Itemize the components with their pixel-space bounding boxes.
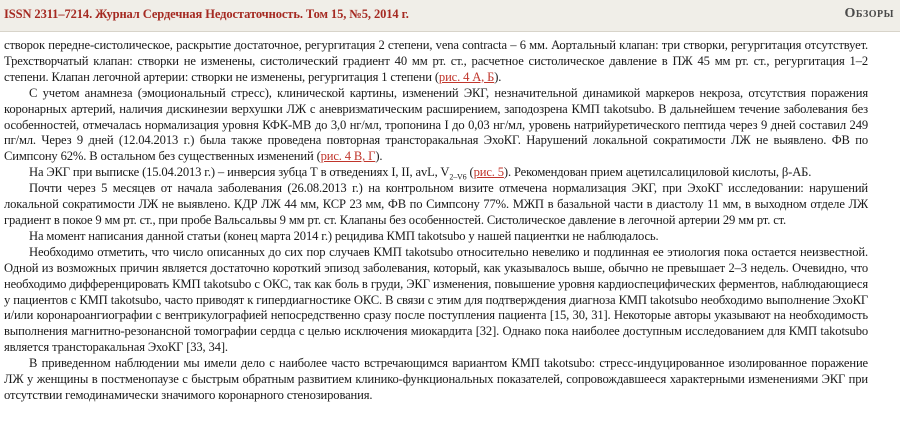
journal-citation: ISSN 2311–7214. Журнал Сердечная Недостаточность. Том 15, №5, 2014 г. [4,7,409,21]
lead-subscript: 2–V6 [449,172,467,182]
paragraph-diagnosis [4,86,868,166]
figure-5-link[interactable]: рис. 5 [473,165,504,180]
page-header [0,0,900,32]
paragraph-followup: Почти через 5 месяцев от начала заболевания (26.08.2013 г.) на контрольном визите отмечена нормализация ЭКГ, при ЭхоКГ исследовании: нарушений локальной сократимости ЛЖ не выявлено. КДР ЛЖ 44 мм, КСР 23 мм, ФВ по Симпсону 77%. МЖП в базальной части в диастолу 11 мм, в выходном отделе ЛЖ градиент в покое 9 мм рт. ст., при пробе Вальсальвы 9 мм рт. ст. Клапаны без особенностей. Систолическое давление в легочной артерии 29 мм рт. ст. [4,181,868,227]
paragraph-discharge-ecg [4,165,868,181]
paragraph-valves [4,38,868,86]
paragraph-discharge-ecg-paren: ( [466,165,474,180]
paragraph-discussion: Необходимо отметить, что число описанных до сих пор случаев КМП takotsubo относительно невелико и подлинная ее этиология пока остается неизвестной. Одной из возможных причин является достаточно короткий эпизод заболевания, который, как указывалось выше, обычно не превышает 2–3 недель. Очевидно, что необходимо дифференцировать КМП takotsubo с ОКС, так как боль в груди, ЭКГ изменения, повышение уровня кардиоспецифических ферментов, наблюдающиеся у пациентов с КМП takotsubo, часто приводят к гипердиагностике ОКС. В связи с этим для подтверждения диагноза КМП takotsubo необходимо выполнение ЭхоКГ и/или коронароангиографии с вентрикулографией непосредственно сразу после поступления пациента [15, 30, 31]. Некоторые авторы указывают на необходимость выполнения магнитно-резонансной томографии сердца с целью исключения миокардита [32]. Однако пока наиболее доступным исследованием для КМП takotsubo является трансторакальная ЭхоКГ [33, 34]. [4,244,868,355]
paragraph-discharge-ecg-text: На ЭКГ при выписке (15.04.2013 г.) – инверсия зубца Т в отведениях I, II, avL, V [29,165,450,180]
paragraph-conclusion: В приведенном наблюдении мы имели дело с наиболее часто встречающимся вариантом КМП takotsubo: стресс-индуцированное изолированное поражение ЛЖ у женщины в постменопаузе с быстрым обратным развитием клинико-функциональных показателей, сопровождавшееся характерными изменениями ЭКГ при отсутствии гемодинамически значимого коронарного стенозирования. [4,356,868,402]
paragraph-valves-text: створок передне-систолическое, раскрытие достаточное, регургитация 2 степени, vena contracta – 6 мм. Аортальный клапан: три створки, регургитация отсутствует. Трехстворчатый клапан: створки не изменены, систолический градиент 40 мм рт. ст., расчетное систолическое давление в ПЖ 45 мм рт. ст., регургитация 1–2 степени. Клапан легочной артерии: створки не изменены, регургитация 1 степени ( [4,38,868,84]
section-title: Обзоры [844,6,894,21]
article-body [4,38,868,404]
paragraph-diagnosis-end: ). [375,149,383,164]
paragraph-diagnosis-text: С учетом анамнеза (эмоциональный стресс), клинической картины, изменений ЭКГ, незначительной динамикой маркеров некроза, отсутствия поражения коронарных артерий, наличия дискинезии верхушки ЛЖ с аневризматическим расширением, заподозрена КМП takotsubo. В дальнейшем течение заболевания без особенностей, отмечалась нормализация уровня КФК-МВ до 3,0 нг/мл, тропонина I до 0,03 нг/мл, уровень натрийуретического пептида через 9 дней составил 249 пг/мл. Через 9 дней (12.04.2013 г.) была также проведена повторная трансторакальная ЭхоКГ. Нарушений локальной сократимости ЛЖ не выявлено. ФВ по Симпсону 62%. В остальном без существенных изменений ( [4,85,868,164]
figure-4vg-link[interactable]: рис. 4 В, Г [320,149,376,164]
paragraph-valves-end: ). [494,69,502,84]
paragraph-discharge-ecg-end: ). Рекомендован прием ацетилсалициловой кислоты, β-АБ. [503,165,812,180]
figure-4ab-link[interactable]: рис. 4 А, Б [438,69,495,84]
paragraph-no-recurrence: На момент написания данной статьи (конец марта 2014 г.) рецидива КМП takotsubo у нашей пациентки не наблюдалось. [29,228,659,243]
